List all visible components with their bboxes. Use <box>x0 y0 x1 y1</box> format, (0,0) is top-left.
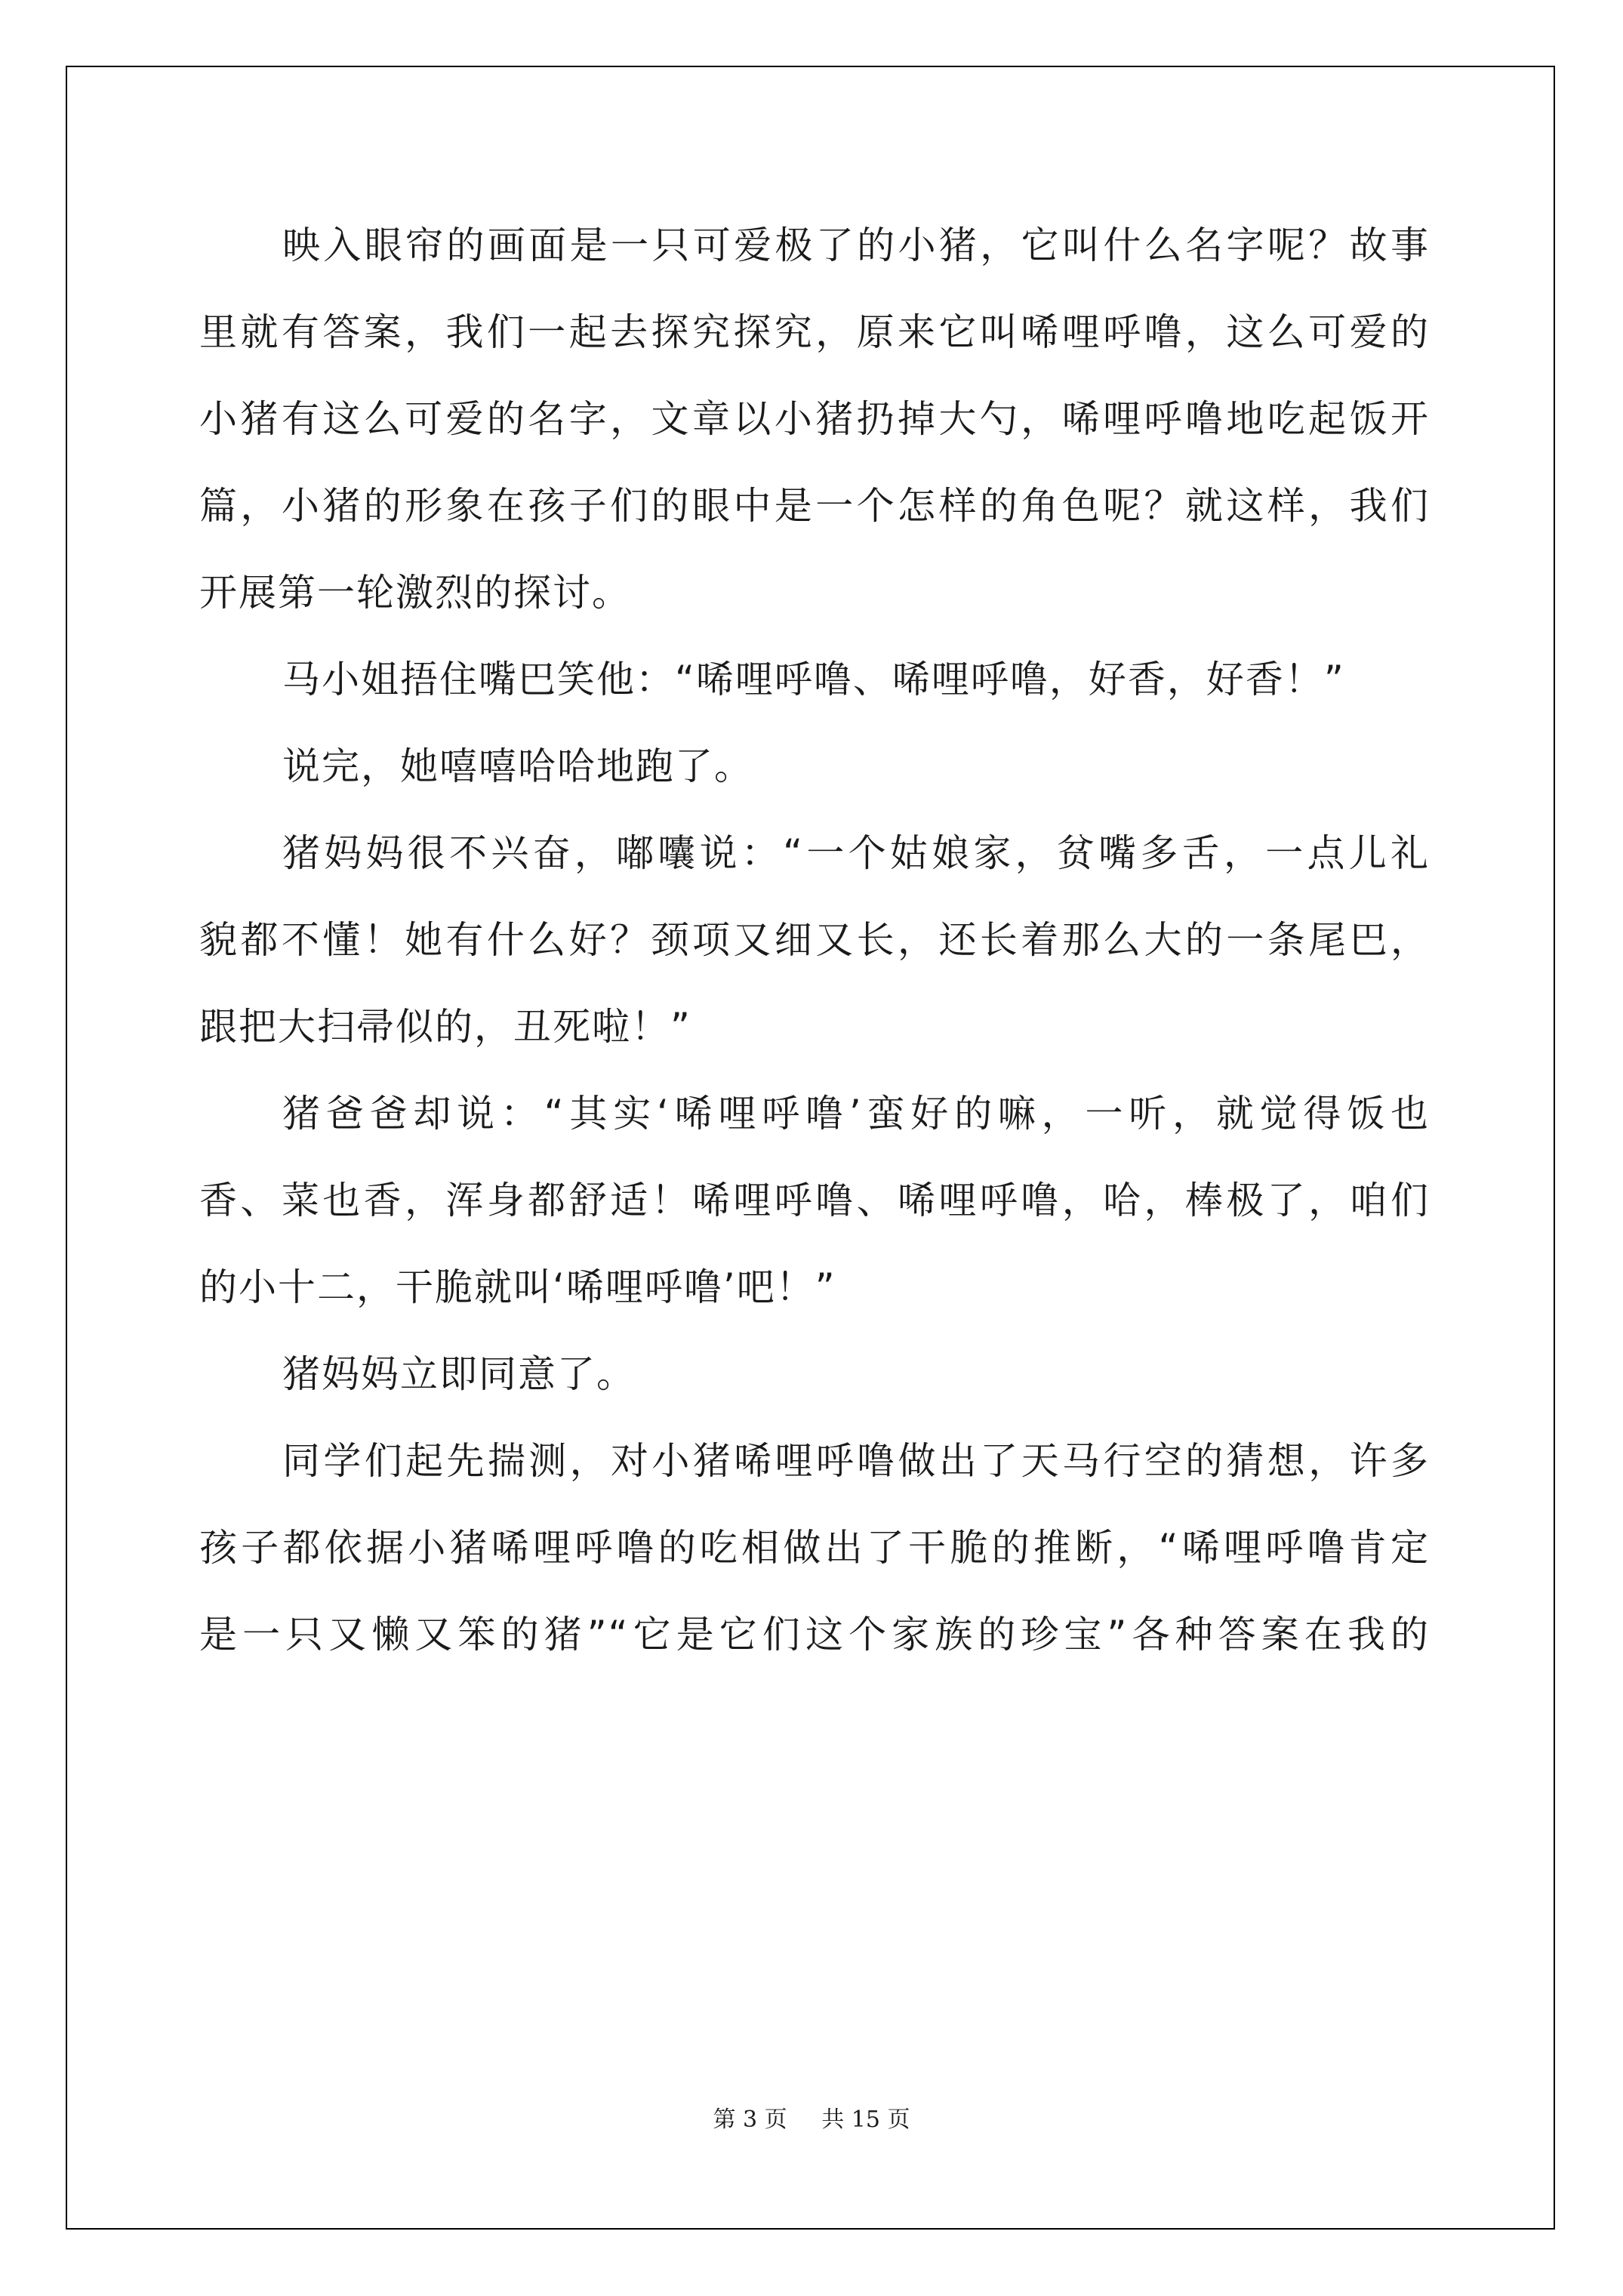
text-line: 跟把大扫帚似的，丑死啦！” <box>199 1005 691 1049</box>
text-line: 说完，她嘻嘻哈哈地跑了。 <box>282 744 753 788</box>
page-number: 第 3 页 <box>713 2106 787 2133</box>
page-footer <box>0 2100 1623 2134</box>
text-line: 香、菜也香，浑身都舒适！唏哩呼噜、唏哩呼噜，哈，棒极了，咱们 <box>199 1179 1430 1222</box>
text-line: 马小姐捂住嘴巴笑他：“唏哩呼噜、唏哩呼噜，好香，好香！” <box>282 658 1345 701</box>
text-line: 猪妈妈立即同意了。 <box>282 1352 636 1396</box>
text-line: 的小十二，干脆就叫‘唏哩呼噜’吧！” <box>199 1265 836 1309</box>
document-body <box>199 202 1430 1678</box>
text-line: 开展第一轮激烈的探讨。 <box>199 571 631 615</box>
text-line: 里就有答案，我们一起去探究探究，原来它叫唏哩呼噜，这么可爱的 <box>199 310 1430 354</box>
text-line: 映入眼帘的画面是一只可爱极了的小猪，它叫什么名字呢？故事 <box>282 223 1430 267</box>
text-line: 猪妈妈很不兴奋，嘟囔说：“一个姑娘家，贫嘴多舌，一点儿礼 <box>282 831 1430 875</box>
text-line: 猪爸爸却说：“其实‘唏哩呼噜’蛮好的嘛，一听，就觉得饭也 <box>282 1092 1430 1136</box>
text-line: 孩子都依据小猪唏哩呼噜的吃相做出了干脆的推断，“唏哩呼噜肯定 <box>199 1526 1430 1570</box>
text-line: 是一只又懒又笨的猪”“它是它们这个家族的珍宝”各种答案在我的 <box>199 1613 1430 1657</box>
text-line: 同学们起先揣测，对小猪唏哩呼噜做出了天马行空的猜想，许多 <box>282 1439 1430 1483</box>
page-total: 共 15 页 <box>821 2106 910 2133</box>
text-line: 貌都不懂！她有什么好？颈项又细又长，还长着那么大的一条尾巴， <box>199 918 1430 962</box>
text-line: 小猪有这么可爱的名字，文章以小猪扔掉大勺，唏哩呼噜地吃起饭开 <box>199 397 1430 441</box>
text-line: 篇，小猪的形象在孩子们的眼中是一个怎样的角色呢？就这样，我们 <box>199 484 1430 528</box>
